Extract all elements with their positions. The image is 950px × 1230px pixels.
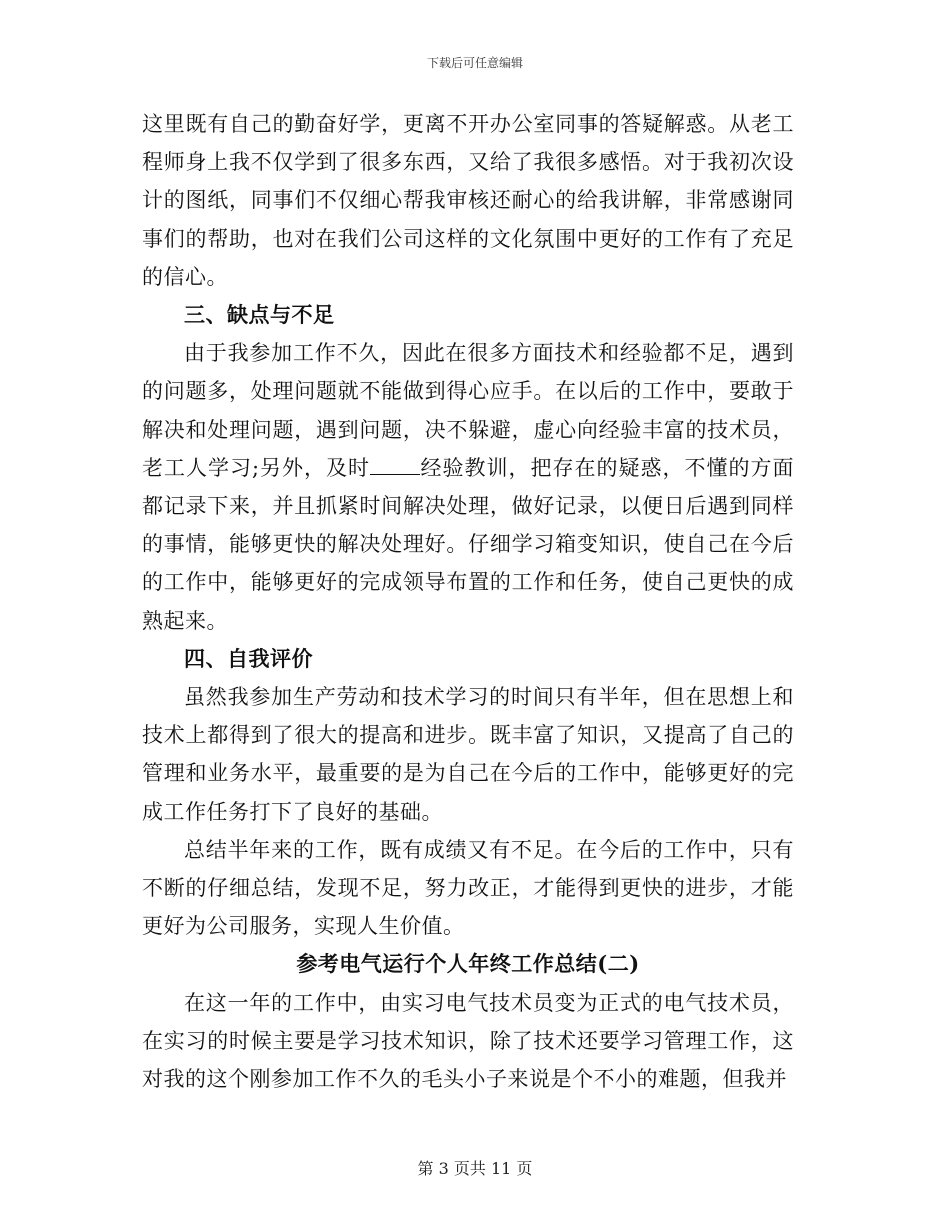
paragraph-summary: 总结半年来的工作，既有成绩又有不足。在今后的工作中，只有不断的仔细总结，发现不足，努力改正，才能得到更快的进步，才能更好为公司服务，实现人生价值。	[142, 837, 794, 939]
paragraph-part-two-intro: 在这一年的工作中，由实习电气技术员变为正式的电气技术员，在实习的时候主要是学习技术知识，除了技术还要学习管理工作，这对我的这个刚参加工作不久的毛头小子来说是个不小的难题，但我并	[142, 990, 794, 1092]
paragraph-self-evaluation: 虽然我参加生产劳动和技术学习的时间只有半年，但在思想上和技术上都得到了很大的提高和进步。既丰富了知识，又提高了自己的管理和业务水平，最重要的是为自己在今后的工作中，能够更好的完成工作任务打下了良好的基础。	[142, 685, 794, 824]
page-header-note: 下载后可任意编辑	[426, 56, 523, 70]
fill-in-blank	[370, 456, 420, 475]
paragraph-shortcomings-part1: 由于我参加工作不久，因此在很多方面技术和经验都不足，遇到的问题多，处理问题就不能做到得心应手。在以后的工作中，要敢于解决和处理问题，遇到问题，决不躲避，虚心向经验丰富的技术员，老工人学习;另外，及时	[142, 341, 794, 480]
paragraph-continued: 这里既有自己的勤奋好学，更离不开办公室同事的答疑解惑。从老工程师身上我不仅学到了很多东西，又给了我很多感悟。对于我初次设计的图纸，同事们不仅细心帮我审核还耐心的给我讲解，非常感谢同事们的帮助，也对在我们公司这样的文化氛围中更好的工作有了充足的信心。	[142, 112, 794, 289]
page-number-footer: 第 3 页共 11 页	[417, 1159, 533, 1178]
section-heading-self-evaluation: 四、自我评价	[184, 645, 313, 671]
section-heading-shortcomings: 三、缺点与不足	[184, 302, 335, 328]
paragraph-shortcomings-part2: 经验教训，把存在的疑惑，不懂的方面都记录下来，并且抓紧时间解决处理，做好记录，以便日后遇到同样的事情，能够更快的解决处理好。仔细学习箱变知识，使自己在今后的工作中，能够更好的完成领导布置的工作和任务，使自己更快的成熟起来。	[142, 455, 794, 633]
paragraph-shortcomings	[142, 334, 794, 640]
document-body	[142, 105, 794, 1098]
document-title-part-two: 参考电气运行个人年终工作总结(二)	[296, 951, 640, 977]
